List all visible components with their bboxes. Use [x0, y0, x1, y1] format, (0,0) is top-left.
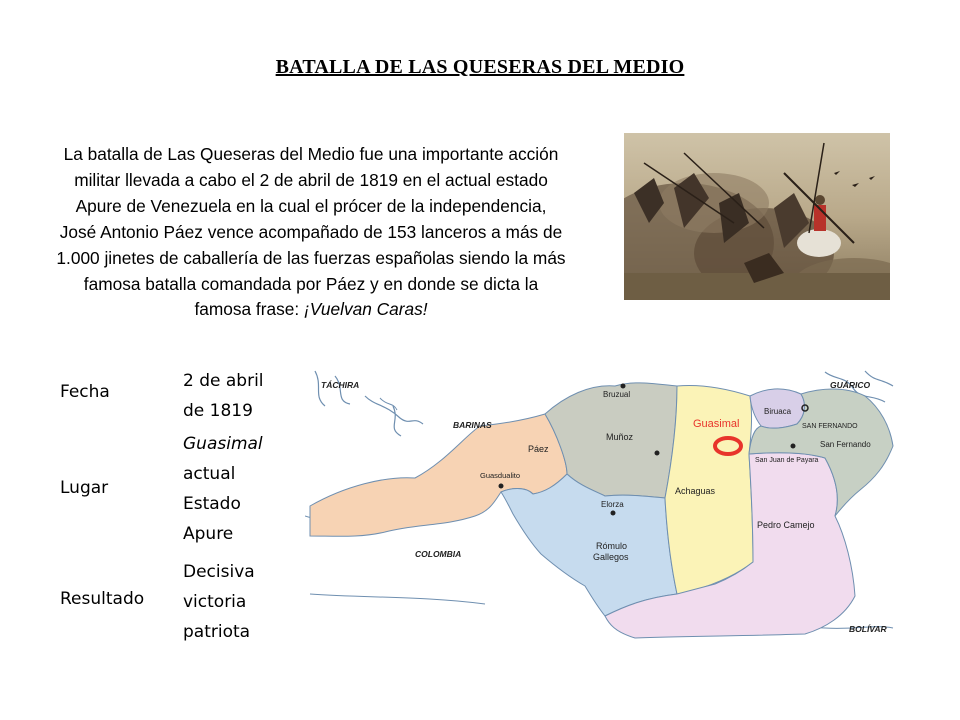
fecha-label: Fecha: [60, 382, 110, 402]
map-label-bruzual: Bruzual: [603, 390, 631, 399]
lugar-label: Lugar: [60, 478, 109, 498]
map-label-romulo-1: Rómulo: [596, 541, 628, 551]
map-label-romulo-2: Gallegos: [593, 552, 629, 562]
map-label-achaguas: Achaguas: [675, 486, 716, 496]
resultado-value-line: victoria: [183, 592, 247, 612]
map-label-paez: Páez: [528, 444, 549, 454]
resultado-value: [183, 557, 255, 647]
map-label-elorza: Elorza: [601, 500, 624, 509]
fecha-row: [60, 366, 290, 426]
page-title-text: BATALLA DE LAS QUESERAS DEL MEDIO: [275, 56, 685, 78]
fecha-value: [183, 366, 264, 426]
map-label-colombia: COLOMBIA: [415, 549, 462, 559]
map-label-guarico: GUÁRICO: [830, 380, 871, 390]
map-label-tachira: TÁCHIRA: [321, 380, 360, 390]
lugar-value: [183, 429, 263, 549]
page-title: [0, 56, 960, 79]
apure-map: [305, 366, 895, 643]
battle-painting: [624, 133, 890, 300]
description-quote: ¡Vuelvan Caras!: [303, 299, 428, 320]
description-paragraph: [56, 142, 566, 323]
map-label-sanfernando: San Fernando: [820, 440, 871, 449]
map-label-munoz: Muñoz: [606, 432, 634, 442]
lugar-value-line: Guasimal: [183, 434, 263, 454]
map-label-barinas: BARINAS: [453, 420, 492, 430]
description-text: La batalla de Las Queseras del Medio fue una importante acción militar llevada a cabo el 2 de abril de 1819 en el actual estado Apure de Venezuela en la cual el prócer de la independencia, José Antonio Páez vence acompañado de 153 lanceros a más de 1.000 jinetes de caballería de las fuerzas españolas siendo la más famosa batalla comandada por Páez y en donde se dicta la famosa frase:: [56, 144, 566, 320]
resultado-label: Resultado: [60, 589, 145, 609]
lugar-value-line: Estado: [183, 494, 241, 514]
map-label-bolivar: BOLÍVAR: [849, 624, 887, 634]
map-label-sanfernando-city: SAN FERNANDO: [802, 423, 858, 430]
resultado-value-line: Decisiva: [183, 562, 255, 582]
map-label-guasimal: Guasimal: [693, 418, 740, 430]
fecha-value-line: 2 de abril: [183, 371, 264, 391]
map-label-biruaca: Biruaca: [764, 407, 792, 416]
map-label-pedrocamejo: Pedro Camejo: [757, 520, 815, 530]
lugar-value-line: actual: [183, 464, 236, 484]
resultado-value-line: patriota: [183, 622, 251, 642]
fecha-value-line: de 1819: [183, 401, 253, 421]
lugar-value-line: Apure: [183, 524, 234, 544]
map-label-sanjuan: San Juan de Payara: [755, 457, 819, 464]
map-label-guasdualito: Guasdualito: [480, 471, 521, 480]
lugar-row: [60, 429, 290, 549]
resultado-row: [60, 557, 290, 647]
